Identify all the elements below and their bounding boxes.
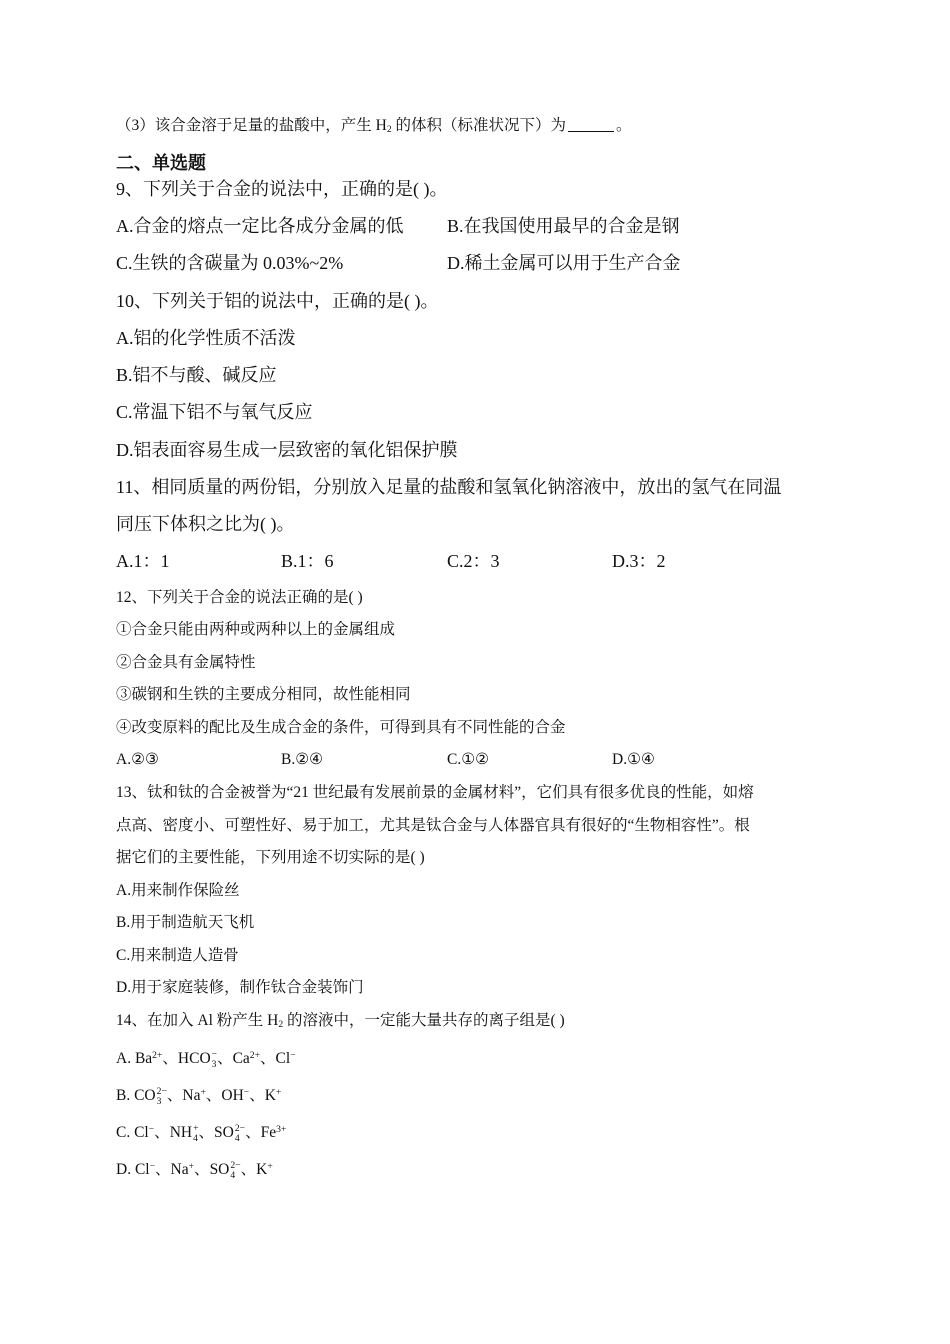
ion-separator: 、	[240, 1161, 257, 1179]
q3-end: 。	[616, 117, 632, 134]
ion-formula: $Fe^{3+}$	[260, 1123, 287, 1142]
q11-option-d[interactable]: D.3：2	[612, 551, 666, 571]
q12-statement-2: ②合金具有金属特性	[116, 654, 256, 671]
section-title: 二、单选题	[116, 153, 206, 173]
q12-statement-4: ④改变原料的配比及生成合金的条件，可得到具有不同性能的合金	[116, 719, 566, 736]
ion-formula: $Ba^{2+}$	[134, 1049, 163, 1068]
ion-separator: 、	[155, 1161, 171, 1179]
q3-line	[116, 118, 632, 134]
q11-stem-line2: 同压下体积之比为( )。	[116, 514, 295, 534]
q10-stem: 10、下列关于铝的说法中，正确的是( )。	[116, 291, 439, 311]
ion-formula: Na+	[182, 1086, 206, 1105]
q14-option-c[interactable]	[116, 1124, 286, 1143]
ion-formula: HCO − 3	[177, 1049, 218, 1070]
ion-formula: Na+	[170, 1160, 195, 1179]
q13-option-a[interactable]: A.用来制作保险丝	[116, 882, 240, 899]
q14-option-a[interactable]	[116, 1050, 296, 1069]
option-label: B.	[116, 1087, 135, 1105]
answer-blank[interactable]	[568, 131, 614, 132]
ion-formula: SO 2− 4	[214, 1123, 246, 1144]
ion-separator: 、	[217, 1050, 233, 1068]
ion-formula: Cl−	[134, 1123, 155, 1142]
q13-stem-line2: 点高、密度小、可塑性好、易于加工，尤其是钛合金与人体器官具有很好的“生物相容性”。根	[116, 817, 750, 834]
q14-option-b[interactable]	[116, 1087, 281, 1106]
q12-option-b[interactable]: B.②④	[281, 751, 324, 768]
ion-formula: SO 2− 4	[209, 1160, 241, 1181]
ion-formula: Cl−	[275, 1049, 296, 1068]
q3-h2: $H_2$	[375, 117, 392, 136]
q11-option-a[interactable]: A.1：1	[116, 551, 170, 571]
option-label: A.	[116, 1050, 135, 1068]
q11-option-b[interactable]: B.1：6	[281, 551, 334, 571]
q13-stem-line3: 据它们的主要性能，下列用途不切实际的是( )	[116, 849, 425, 866]
ion-separator: 、	[166, 1087, 183, 1105]
ion-formula: K+	[256, 1160, 273, 1179]
q13-stem-line1: 13、钛和钛的合金被誉为“21 世纪最有发展前景的金属材料”，它们具有很多优良的性能，如熔	[116, 784, 754, 801]
ion-separator: 、	[194, 1161, 210, 1179]
q12-stem: 12、下列关于合金的说法正确的是( )	[116, 589, 363, 606]
q10-option-a[interactable]: A.铝的化学性质不活泼	[116, 328, 296, 348]
ion-separator: 、	[249, 1087, 265, 1105]
option-label: D.	[116, 1161, 135, 1179]
q9-option-c[interactable]: C.生铁的含碳量为 0.03%~2%	[116, 253, 344, 273]
q9-option-a[interactable]: A.合金的熔点一定比各成分金属的低	[116, 216, 404, 236]
q10-option-b[interactable]: B.铝不与酸、碱反应	[116, 365, 277, 385]
ion-separator: 、	[198, 1124, 215, 1142]
ion-separator: 、	[245, 1124, 261, 1142]
q12-statement-1: ①合金只能由两种或两种以上的金属组成	[116, 621, 396, 638]
q9-option-d[interactable]: D.稀土金属可以用于生产合金	[447, 253, 681, 273]
q9-option-b[interactable]: B.在我国使用最早的合金是钢	[447, 216, 680, 236]
q9-stem: 9、下列关于合金的说法中，正确的是( )。	[116, 179, 448, 199]
q10-option-c[interactable]: C.常温下铝不与氧气反应	[116, 402, 313, 422]
q13-option-b[interactable]: B.用于制造航天飞机	[116, 914, 255, 931]
q10-option-d[interactable]: D.铝表面容易生成一层致密的氧化铝保护膜	[116, 440, 458, 460]
q14-option-d[interactable]	[116, 1161, 273, 1180]
ion-formula: $Ca^{2+}$	[232, 1049, 261, 1068]
ion-separator: 、	[205, 1087, 222, 1105]
q12-statement-3: ③碳钢和生铁的主要成分相同，故性能相同	[116, 686, 411, 703]
q13-option-c[interactable]: C.用来制造人造骨	[116, 947, 239, 964]
ion-formula: Cl−	[134, 1160, 156, 1179]
q11-option-c[interactable]: C.2：3	[447, 551, 500, 571]
ion-separator: 、	[260, 1050, 276, 1068]
ion-formula: OH−	[221, 1086, 250, 1105]
q3-prefix: （3）该合金溶于足量的盐酸中，产生	[116, 117, 372, 134]
ion-formula: CO 2− 3	[134, 1086, 167, 1107]
ion-separator: 、	[154, 1124, 170, 1142]
ion-separator: 、	[162, 1050, 178, 1068]
q12-option-c[interactable]: C.①②	[447, 751, 490, 768]
q12-option-d[interactable]: D.①④	[612, 751, 655, 768]
q14-h2: $H_2$	[267, 1012, 284, 1031]
q11-stem-line1: 11、相同质量的两份铝，分别放入足量的盐酸和氢氧化钠溶液中，放出的氢气在同温	[116, 477, 782, 497]
q14-stem	[116, 1013, 565, 1029]
q14-stem-a: 14、在加入 Al 粉产生	[116, 1012, 264, 1029]
option-label: C.	[116, 1124, 135, 1142]
q3-suffix: 的体积（标准状况下）为	[395, 117, 567, 134]
q14-stem-b: 的溶液中，一定能大量共存的离子组是( )	[287, 1012, 565, 1029]
q13-option-d[interactable]: D.用于家庭装修，制作钛合金装饰门	[116, 979, 364, 996]
ion-formula: NH + 4	[169, 1123, 199, 1144]
q12-option-a[interactable]: A.②③	[116, 751, 159, 768]
ion-formula: K+	[264, 1086, 282, 1105]
